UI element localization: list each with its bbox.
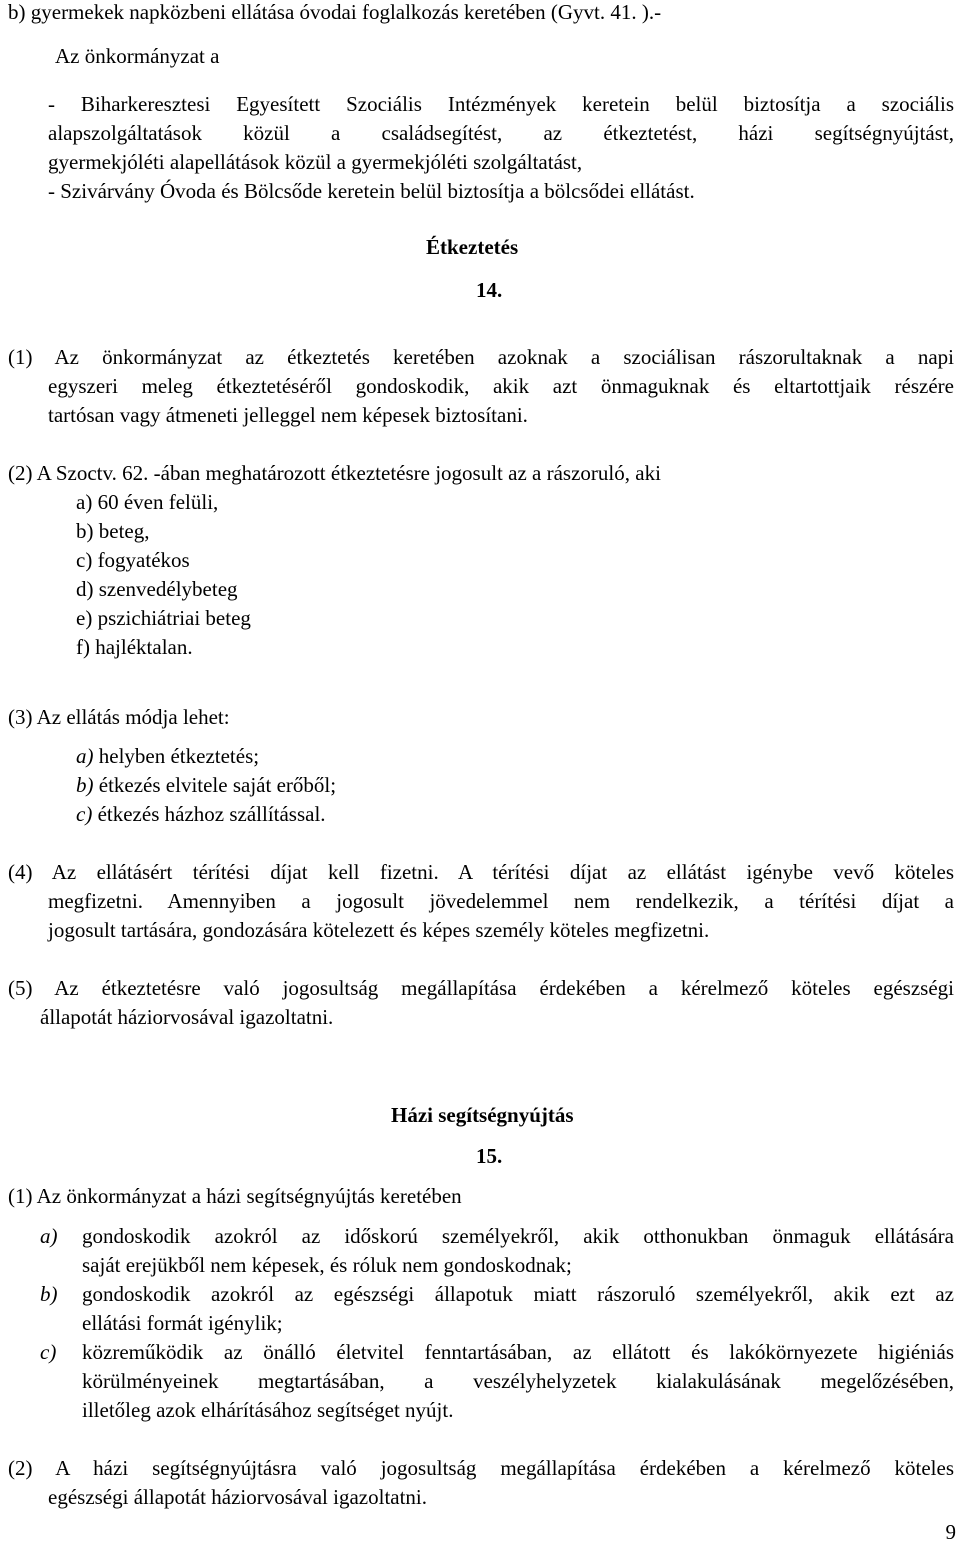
paragraph-line: jogosult tartására, gondozására kötelezett és képes személy köteles megfizetni. (48, 918, 710, 942)
paragraph-line: (2) A Szoctv. 62. -ában meghatározott étkeztetésre jogosult az a rászoruló, aki (8, 461, 661, 485)
text-line: alapszolgáltatások közül a családsegítést, az étkeztetést, házi segítségnyújtást, (48, 121, 954, 145)
section-number: 14. (476, 278, 503, 302)
list-text: étkezés házhoz szállítással. (92, 802, 326, 826)
list-text: közreműködik az önálló életvitel fenntartásában, az ellátott és lakókörnyezete higiéniás (82, 1340, 954, 1364)
text-line: b) gyermekek napközbeni ellátása óvodai foglalkozás keretében (Gyvt. 41. ).- (8, 0, 662, 24)
paragraph-line: tartósan vagy átmeneti jelleggel nem képesek biztosítani. (48, 403, 528, 427)
list-item: d) szenvedélybeteg (76, 577, 238, 601)
paragraph-line: (2) A házi segítségnyújtásra való jogosultság megállapítása érdekében a kérelmező köteles (8, 1456, 954, 1480)
list-text: helyben étkeztetés; (93, 744, 260, 768)
list-letter: a) (76, 744, 94, 768)
section-heading: Házi segítségnyújtás (391, 1103, 574, 1127)
list-item (76, 771, 336, 800)
list-text: illetőleg azok elhárításához segítséget nyújt. (82, 1398, 454, 1422)
list-text: étkezés elvitele saját erőből; (93, 773, 337, 797)
list-item (76, 742, 259, 771)
list-letter: b) (40, 1282, 58, 1306)
section-number: 15. (476, 1144, 503, 1168)
list-text: gondoskodik azokról az időskorú személyekről, akik otthonukban önmaguk ellátására (82, 1224, 954, 1248)
text-line: - Biharkeresztesi Egyesített Szociális Intézmények keretein belül biztosítja a szociális (48, 92, 954, 116)
list-item: e) pszichiátriai beteg (76, 606, 251, 630)
paragraph-line: állapotát háziorvosával igazoltatni. (40, 1005, 334, 1029)
list-text: gondoskodik azokról az egészségi állapotuk miatt rászoruló személyekről, akik ezt az (82, 1282, 954, 1306)
paragraph-line: (1) Az önkormányzat a házi segítségnyújtás keretében (8, 1184, 462, 1208)
list-letter: c) (76, 802, 93, 826)
list-item: a) 60 éven felüli, (76, 490, 219, 514)
list-item: b) beteg, (76, 519, 150, 543)
paragraph-line: (1) Az önkormányzat az étkeztetés keretében azoknak a szociálisan rászorultaknak a napi (8, 345, 954, 369)
section-heading: Étkeztetés (426, 235, 519, 259)
list-item (76, 800, 326, 829)
paragraph-line: (3) Az ellátás módja lehet: (8, 705, 230, 729)
list-text: saját erejükből nem képesek, és róluk nem gondoskodnak; (82, 1253, 572, 1277)
list-letter: b) (76, 773, 94, 797)
text-line: - Szivárvány Óvoda és Bölcsőde keretein belül biztosítja a bölcsődei ellátást. (48, 179, 695, 203)
list-item: f) hajléktalan. (76, 635, 193, 659)
text-line: Az önkormányzat a (55, 44, 220, 68)
paragraph-line: (5) Az étkeztetésre való jogosultság megállapítása érdekében a kérelmező köteles egészségi (8, 976, 954, 1000)
list-letter: a) (40, 1224, 58, 1248)
text-line: gyermekjóléti alapellátások közül a gyermekjóléti szolgáltatást, (48, 150, 583, 174)
paragraph-line: megfizetni. Amennyiben a jogosult jövedelemmel nem rendelkezik, a térítési díjat a (48, 889, 954, 913)
list-item: c) fogyatékos (76, 548, 190, 572)
paragraph-line: egészségi állapotát háziorvosával igazoltatni. (48, 1485, 428, 1509)
list-text: körülményeinek megtartásában, a veszélyhelyzetek kialakulásának megelőzésében, (82, 1369, 954, 1393)
list-letter: c) (40, 1340, 57, 1364)
page-number: 9 (945, 1520, 956, 1544)
paragraph-line: (4) Az ellátásért térítési díjat kell fizetni. A térítési díjat az ellátást igénybe vevő köteles (8, 860, 954, 884)
list-text: ellátási formát igénylik; (82, 1311, 283, 1335)
paragraph-line: egyszeri meleg étkeztetéséről gondoskodik, akik azt önmaguknak és eltartottjaik részére (48, 374, 954, 398)
